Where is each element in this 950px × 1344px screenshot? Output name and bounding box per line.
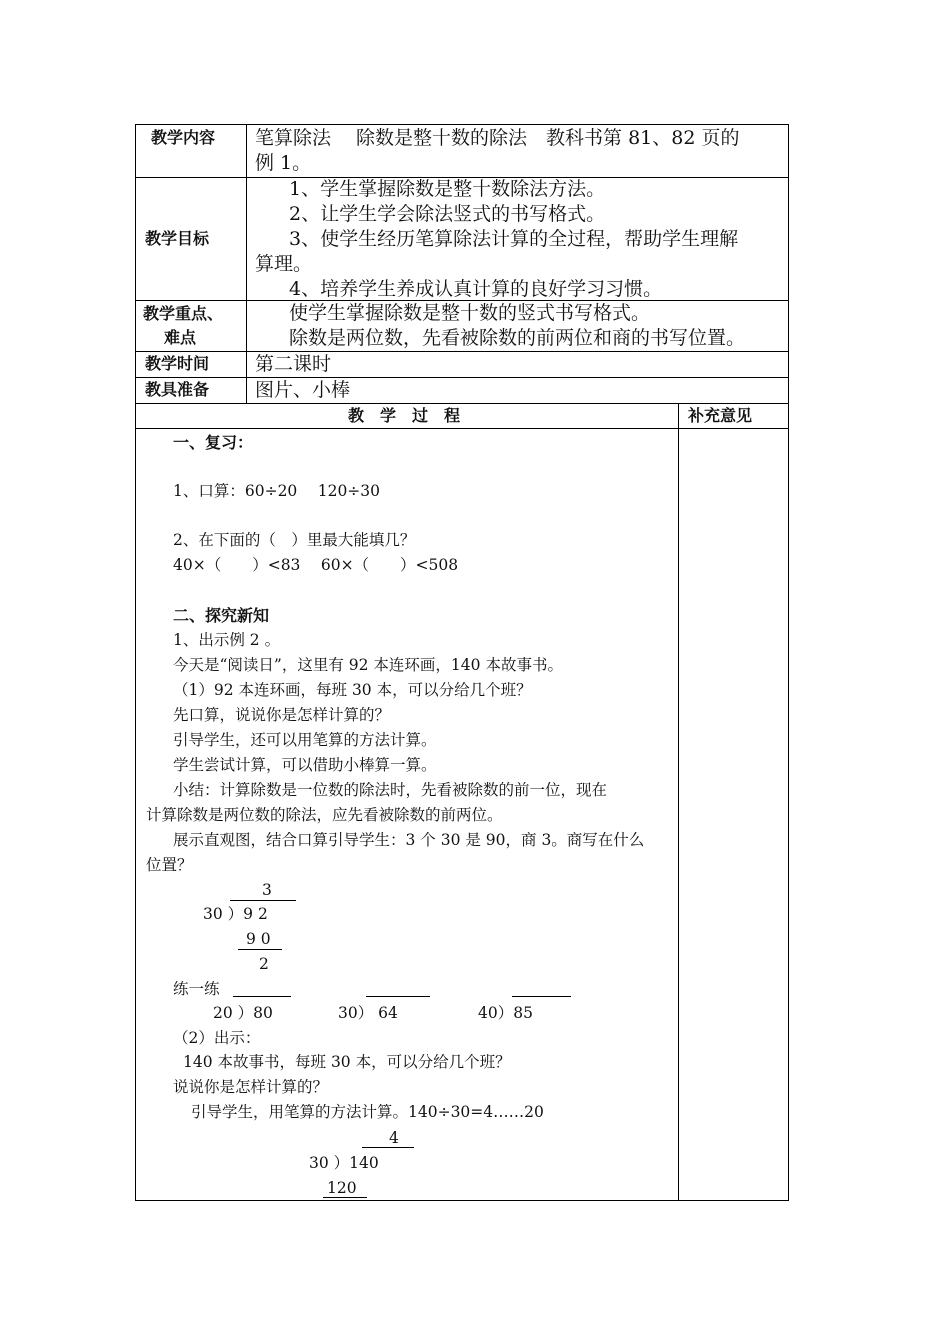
goal-item: 2、让学生学会除法竖式的书写格式。 xyxy=(289,203,606,225)
process-line: （1）92 本连环画，每班 30 本，可以分给几个班？ xyxy=(173,681,532,699)
row-divider xyxy=(135,377,789,378)
division-2-dividend: 30 ）140 xyxy=(309,1154,379,1172)
row-divider xyxy=(135,428,789,429)
process-line: 引导学生，还可以用笔算的方法计算。 xyxy=(173,731,437,749)
content-label: 教学内容 xyxy=(151,128,216,147)
new-knowledge-title: 二、探究新知 xyxy=(173,606,270,625)
content-line-2: 例 1。 xyxy=(255,152,312,174)
row-divider xyxy=(135,300,789,301)
key-points-label: 难点 xyxy=(164,328,197,347)
practice-item: 30） 64 xyxy=(338,1004,398,1022)
review-question-1: 1、口算：60÷20 120÷30 xyxy=(173,482,381,500)
tools-label: 教具准备 xyxy=(145,380,210,399)
review-question-2: 2、在下面的（ ）里最大能填几？ xyxy=(173,531,416,549)
division-2-product: 120 xyxy=(327,1179,357,1197)
process-line: 小结：计算除数是一位数的除法时，先看被除数的前一位，现在 xyxy=(173,781,608,799)
notes-header: 补充意见 xyxy=(688,406,753,425)
key-point: 使学生掌握除数是整十数的竖式书写格式。 xyxy=(289,302,651,324)
process-line: 位置？ xyxy=(146,856,193,874)
goal-item: 4、培养学生养成认真计算的良好学习习惯。 xyxy=(289,278,663,300)
division-1-bar xyxy=(230,900,296,901)
column-divider xyxy=(678,403,679,1201)
time-label: 教学时间 xyxy=(145,354,210,373)
division-1-subtract-line xyxy=(238,949,282,950)
practice-label: 练一练 xyxy=(173,980,220,998)
division-2-subtract-line xyxy=(323,1197,367,1198)
practice-bar xyxy=(366,996,430,997)
part2-line: 引导学生，用笔算的方法计算。140÷30=4……20 xyxy=(191,1103,544,1121)
row-divider xyxy=(135,351,789,352)
key-point: 除数是两位数，先看被除数的前两位和商的书写位置。 xyxy=(289,327,746,349)
division-1-product: 9 0 xyxy=(246,930,271,948)
process-header: 教 学 过 程 xyxy=(348,406,461,425)
part2-line: 说说你是怎样计算的？ xyxy=(173,1078,329,1096)
process-line: 学生尝试计算，可以借助小棒算一算。 xyxy=(173,756,437,774)
practice-bar xyxy=(233,996,291,997)
content-line-1: 笔算除法 除数是整十数的除法 教科书第 81、82 页的 xyxy=(255,127,740,149)
division-2-quotient: 4 xyxy=(389,1129,399,1147)
process-line: 展示直观图，结合口算引导学生：3 个 30 是 90，商 3。商写在什么 xyxy=(173,831,645,849)
division-2-bar xyxy=(362,1147,414,1148)
part2-line: （2）出示： xyxy=(173,1029,261,1047)
process-line: 今天是“阅读日”，这里有 92 本连环画，140 本故事书。 xyxy=(173,656,563,674)
review-question-2-items: 40×（ ）<83 60×（ ）<508 xyxy=(173,556,459,574)
division-1-dividend: 30 ）9 2 xyxy=(203,905,268,923)
goals-label: 教学目标 xyxy=(145,229,210,248)
process-line: 1、出示例 2 。 xyxy=(173,631,281,649)
practice-item: 20 ）80 xyxy=(213,1004,273,1022)
time-value: 第二课时 xyxy=(255,353,332,375)
goal-item: 3、使学生经历笔算除法计算的全过程，帮助学生理解 xyxy=(289,228,739,250)
division-1-remainder: 2 xyxy=(259,955,269,973)
tools-value: 图片、小棒 xyxy=(255,379,351,401)
row-divider xyxy=(135,403,789,404)
part2-line: 140 本故事书，每班 30 本，可以分给几个班？ xyxy=(183,1053,511,1071)
key-points-label: 教学重点、 xyxy=(143,304,224,323)
review-title: 一、复习： xyxy=(173,433,254,452)
practice-item: 40）85 xyxy=(478,1004,533,1022)
process-line: 先口算，说说你是怎样计算的？ xyxy=(173,706,391,724)
goal-item: 算理。 xyxy=(255,253,313,275)
division-1-quotient: 3 xyxy=(262,881,272,899)
column-divider xyxy=(246,124,247,403)
goal-item: 1、学生掌握除数是整十数除法方法。 xyxy=(289,178,606,200)
practice-bar xyxy=(512,996,571,997)
process-line: 计算除数是两位数的除法，应先看被除数的前两位。 xyxy=(146,806,503,824)
